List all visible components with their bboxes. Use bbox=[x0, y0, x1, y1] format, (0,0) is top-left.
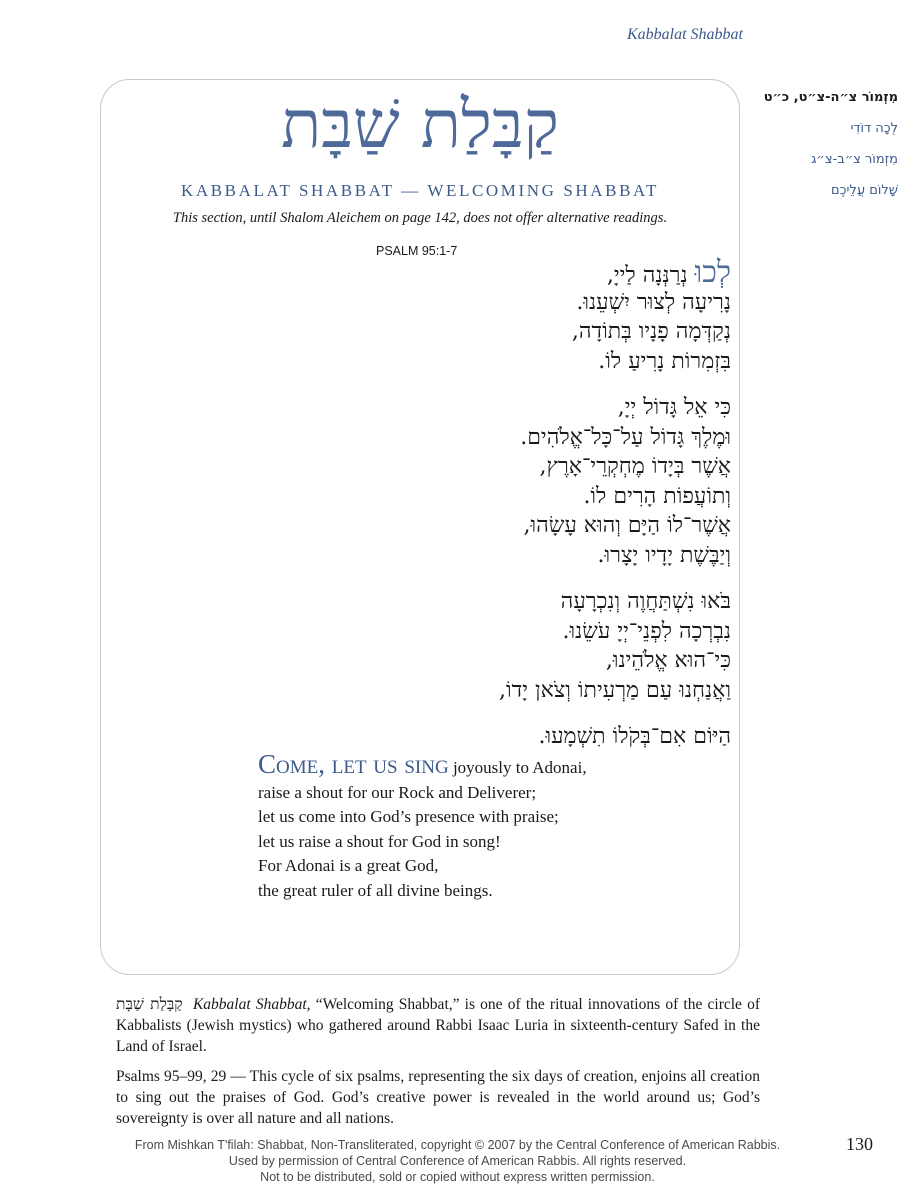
hebrew-line-text: בֹּאוּ נִשְׁתַּחֲוֶה וְנִכְרָעָה bbox=[560, 589, 731, 614]
page-number: 130 bbox=[846, 1134, 873, 1154]
commentary-term: Kabbalat Shabbat, bbox=[192, 996, 311, 1013]
stanza-gap bbox=[291, 705, 731, 722]
hebrew-line-text: הַיּוֹם אִם־בְּקֹלוֹ תִשְׁמָעוּ. bbox=[538, 724, 731, 749]
hebrew-line bbox=[291, 347, 731, 377]
hebrew-line bbox=[291, 587, 731, 617]
hebrew-line bbox=[291, 722, 731, 752]
english-line: raise a shout for our Rock and Deliverer; bbox=[258, 782, 537, 802]
english-line: let us raise a shout for God in song! bbox=[258, 831, 501, 851]
commentary bbox=[116, 994, 760, 1138]
hebrew-line-text: וְתוֹעֲפוֹת הָרִים לוֹ. bbox=[583, 483, 731, 509]
hebrew-line bbox=[291, 288, 731, 318]
commentary-paragraph: Psalms 95–99, 29 — This cycle of six psalms, representing the six days of creation, enjoins all creation to sing out the praises of God. God’s creative power is revealed in the world around us; God’s sovereignty is over all nature and all nations. bbox=[116, 1068, 760, 1127]
section-note: This section, until Shalom Aleichem on page 142, does not offer alternative readings. bbox=[172, 210, 668, 226]
footer-line: Used by permission of Central Conference of American Rabbis. All rights reserved. bbox=[228, 1154, 687, 1168]
hebrew-psalm-text bbox=[291, 255, 731, 752]
hebrew-line-text: אֲשֶׁר בְּיָדוֹ מֶחְקְרֵי־אָרֶץ, bbox=[539, 454, 731, 479]
hebrew-lead-word: לְכוּ bbox=[694, 255, 731, 290]
commentary-hebrew-term: קַבָּלַת שַׁבָּת bbox=[116, 995, 183, 1013]
copyright-footer bbox=[80, 1137, 835, 1185]
commentary-text: “Welcoming Shabbat,” is one of the ritual innovations of the circle of Kabbalists (Jewish mystics) who gathered around Rabbi Isaac Luria in sixteenth-century Safed in the Land of Israel. bbox=[116, 996, 761, 1055]
hebrew-line-text: נְקַדְּמָה פָנָיו בְּתוֹדָה, bbox=[571, 319, 731, 344]
hebrew-line bbox=[291, 393, 731, 423]
hebrew-line-text: אֲשֶׁר־לוֹ הַיָּם וְהוּא עָשָׂהוּ, bbox=[523, 513, 731, 538]
hebrew-line-text: נָרִיעָה לְצוּר יִשְׁעֵנוּ. bbox=[576, 289, 731, 315]
hebrew-line bbox=[291, 646, 731, 676]
english-lead-words: Come, let us sing bbox=[258, 749, 449, 779]
english-title: KABBALAT SHABBAT — WELCOMING SHABBAT bbox=[180, 181, 660, 200]
stanza-gap bbox=[291, 376, 731, 393]
hebrew-line bbox=[291, 452, 731, 482]
psalm-reference: PSALM 95:1-7 bbox=[376, 244, 458, 258]
hebrew-line bbox=[291, 541, 731, 571]
side-nav-item-lekha-dodi[interactable]: לְכָה דוֹדִי bbox=[850, 121, 898, 136]
commentary-paragraph bbox=[116, 994, 760, 1057]
running-head: Kabbalat Shabbat bbox=[626, 26, 743, 43]
side-nav-item-shalom-aleichem[interactable]: שָׁלוֹם עֲלֵיכֶם bbox=[831, 183, 898, 198]
hebrew-line bbox=[291, 317, 731, 347]
hebrew-line-text: בִּזְמִרוֹת נָרִיעַ לוֹ. bbox=[598, 348, 731, 374]
stanza-gap bbox=[291, 570, 731, 587]
footer-line: From Mishkan T'filah: Shabbat, Non-Transliterated, copyright © 2007 by the Central Conference of American Rabbis. bbox=[134, 1138, 781, 1152]
hebrew-line bbox=[291, 511, 731, 541]
hebrew-line-text: כִּי אֵל גָּדוֹל יְיָ, bbox=[617, 395, 731, 420]
hebrew-line-text: נִבְרְכָה לִפְנֵי־יְיָ עֹשֵׂנוּ. bbox=[562, 618, 731, 644]
side-nav bbox=[746, 90, 898, 214]
english-translation bbox=[258, 749, 728, 903]
footer-line: Not to be distributed, sold or copied without express written permission. bbox=[260, 1170, 655, 1184]
english-line: joyously to Adonai, bbox=[448, 758, 587, 777]
hebrew-line bbox=[291, 676, 731, 706]
hebrew-line bbox=[291, 482, 731, 512]
english-line: let us come into God’s presence with praise; bbox=[258, 807, 559, 826]
side-nav-item-psalm-92-93[interactable]: מִזְמוֹר צ״ב-צ״ג bbox=[811, 152, 898, 167]
side-nav-item-current[interactable]: מִזְמוֹר צ״ה-צ״ט, כ״ט bbox=[763, 90, 898, 105]
hebrew-line-text: וַאֲנַחְנוּ עַם מַרְעִיתוֹ וְצֹאן יָדוֹ, bbox=[499, 677, 731, 703]
hebrew-line bbox=[291, 617, 731, 647]
hebrew-line bbox=[291, 255, 731, 290]
english-line: the great ruler of all divine beings. bbox=[258, 880, 493, 900]
hebrew-line-text: וְיַבֶּשֶׁת יָדָיו יָצָרוּ. bbox=[597, 542, 731, 568]
english-line: For Adonai is a great God, bbox=[258, 856, 439, 875]
hebrew-line-text: וּמֶלֶךְ גָּדוֹל עַל־כָּל־אֱלֹהִים. bbox=[520, 424, 731, 450]
hebrew-line-text: נְרַנְּנָה לַייָ, bbox=[606, 263, 695, 288]
hebrew-line bbox=[291, 423, 731, 453]
hebrew-line-text: כִּי־הוּא אֱלֹהֵינוּ, bbox=[605, 648, 731, 673]
hebrew-title: קַבָּלַת שַׁבָּת bbox=[280, 86, 560, 163]
